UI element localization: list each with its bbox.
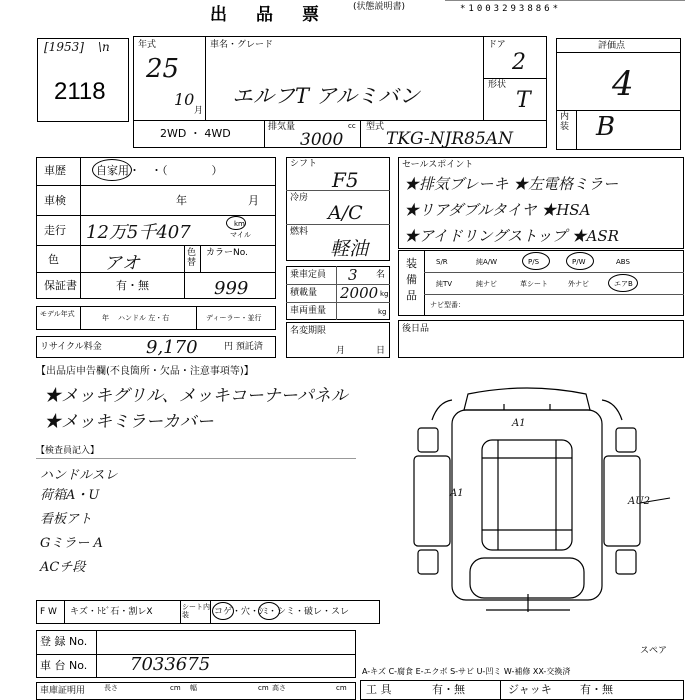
later-items-block <box>398 320 684 358</box>
navi-model-label: ナビ型番： <box>430 301 465 309</box>
damage-mark-right: AU2 <box>628 496 651 507</box>
seat-items: コゲ・穴・ｼﾐ・シミ・破レ・スレ <box>214 607 350 617</box>
sales-point-line-3: ★アイドリングストップ ★ASR <box>404 227 619 245</box>
later-items-label: 後日品 <box>402 324 430 334</box>
mileage-label: 走行 <box>44 224 66 237</box>
equip-circle-ps <box>522 252 550 270</box>
year-label: 年式 <box>138 40 157 50</box>
inspection-month: 月 <box>248 194 259 207</box>
sales-point-line-1: ★排気ブレーキ ★左電格ミラー <box>404 175 619 193</box>
color-value: アオ <box>104 253 140 274</box>
shift-label: シフト <box>290 159 318 169</box>
jack-value: 有・無 <box>580 683 613 696</box>
weight-unit: kg <box>378 308 387 316</box>
inspector-label: 【検査員記入】 <box>36 446 100 456</box>
color-no-label: カラーNo. <box>206 248 248 258</box>
equip-navi: 純ナビ <box>476 280 497 288</box>
exhibitor-line-1: ★メッキグリル、メッキコーナーパネル <box>44 386 348 406</box>
score-value: 4 <box>612 64 634 104</box>
chassis-no-label: 車 台 No. <box>40 659 88 672</box>
capacity-label: 乗車定員 <box>290 270 327 280</box>
cooling-value: A/C <box>328 202 363 224</box>
vehicle-diagram <box>398 380 684 644</box>
history-circle <box>92 159 132 181</box>
warranty-label: 保証書 <box>44 279 77 292</box>
recycle-label: リサイクル料金 <box>40 342 102 352</box>
damage-legend: A-キズ C-腐食 E-エクボ S-サビ U-凹ミ W-補修 XX-交換済 <box>362 667 571 676</box>
damage-mark-top: A1 <box>512 418 526 429</box>
load-label: 積載量 <box>290 288 318 298</box>
month-value: 10 <box>174 90 195 109</box>
garage-cert-label: 車庫証明用 <box>40 686 86 696</box>
cert-length-unit: cm <box>170 684 181 692</box>
inspection-year: 年 <box>176 194 187 207</box>
barcode-serial: *1003293886* <box>460 4 562 14</box>
recycle-unit: 円 預託済 <box>224 342 263 352</box>
mileage-unit: km <box>234 220 245 228</box>
cert-width-unit: cm <box>258 684 269 692</box>
tool-label: 工 具 <box>366 683 392 696</box>
drive-type: 2WD ・ 4WD <box>160 127 231 140</box>
score-label: 評価点 <box>598 41 626 51</box>
seat-label: シート内装 <box>182 603 210 619</box>
equip-aw: 純A/W <box>476 258 498 266</box>
inspector-line-2: 荷箱A・U <box>40 488 100 503</box>
recycle-amount: 9,170 <box>146 337 198 358</box>
fw-items: キズ・ﾄﾋﾞ石・割レX <box>70 607 153 617</box>
load-value: 2000 <box>340 284 379 302</box>
jack-label: ジャッキ <box>508 683 552 696</box>
shape-label: 形状 <box>488 80 507 90</box>
cert-width: 幅 <box>190 684 197 692</box>
door-label: ドア <box>488 40 506 50</box>
fw-label: F W <box>40 607 57 617</box>
mileage-unit2: マイル <box>230 231 251 239</box>
seat-circle-2 <box>258 602 280 620</box>
handle-label: ハンドル 左・右 <box>118 314 170 322</box>
equip-tv: 純TV <box>436 280 453 288</box>
displacement-value: 3000 <box>300 130 344 150</box>
cert-height: 高さ <box>272 684 286 692</box>
model-value: TKG-NJR85AN <box>386 129 513 149</box>
shape-value: T <box>516 88 531 113</box>
lot-code: [1953] <box>44 40 84 54</box>
sales-points-label: セールスポイント <box>402 160 474 170</box>
model-year-unit: 年 <box>102 314 109 322</box>
fuel-value: 軽油 <box>330 238 369 260</box>
equip-airbag: エアB <box>614 280 633 288</box>
displacement-unit: cc <box>348 122 356 130</box>
exhibitor-label: 【出品店申告欄(不良箇所・欠品・注意事項等)】 <box>36 366 254 377</box>
displacement-label: 排気量 <box>268 122 296 132</box>
inspector-line-4: Gミラー A <box>40 536 103 551</box>
equip-ext-navi: 外ナビ <box>568 280 589 288</box>
inspector-line-5: ACチ段 <box>40 560 86 575</box>
model-year-label: モデル年式 <box>40 310 75 318</box>
shift-value: F5 <box>332 168 359 192</box>
capacity-unit: 名 <box>376 270 386 280</box>
history-value: 自家用・ ・（ ） <box>96 164 223 177</box>
chassis-no-value: 7033675 <box>130 654 211 675</box>
km-circle <box>226 216 246 230</box>
lot-number: 2118 <box>54 78 106 105</box>
lot-suffix: \n <box>98 40 110 54</box>
equip-sr: S/R <box>436 258 448 266</box>
color-label: 色 <box>48 253 59 266</box>
model-label: 型式 <box>366 122 385 132</box>
name-change-month: 月 <box>336 346 346 356</box>
spare-label: スペア <box>640 646 668 656</box>
exhibitor-line-2: ★メッキミラーカバー <box>44 412 214 432</box>
weight-label: 車両重量 <box>290 306 327 316</box>
color-change-label: 色替 <box>187 248 197 268</box>
equip-circle-airbag <box>608 274 638 292</box>
seat-circle-1 <box>212 602 234 620</box>
equipment-label: 装備品 <box>406 257 417 302</box>
equip-leather: 革シート <box>520 280 548 288</box>
dealer-label: ディーラー・並行 <box>206 314 262 322</box>
month-suffix: 月 <box>194 106 204 116</box>
door-value: 2 <box>512 50 526 75</box>
mileage-value: 12万5千407 <box>86 222 191 243</box>
equip-abs: ABS <box>616 258 630 266</box>
warranty-value: 有・無 <box>116 279 149 292</box>
fuel-label: 燃料 <box>290 227 309 237</box>
sales-point-line-2: ★リアダブルタイヤ ★HSA <box>404 201 591 219</box>
equip-ps: P/S <box>528 258 540 266</box>
name-change-label: 名変期限 <box>290 326 327 336</box>
form-title: 出 品 票 <box>210 5 325 25</box>
interior-label: 内装 <box>560 112 570 132</box>
equip-circle-pw <box>566 252 594 270</box>
interior-value: B <box>596 112 616 142</box>
color-no-value: 999 <box>214 278 249 299</box>
history-label: 車歴 <box>44 164 66 177</box>
cert-length: 長さ <box>104 684 118 692</box>
name-change-day: 日 <box>376 346 386 356</box>
cert-height-unit: cm <box>336 684 347 692</box>
capacity-value: 3 <box>348 266 358 284</box>
cooling-label: 冷房 <box>290 193 309 203</box>
load-unit: kg <box>380 290 389 298</box>
damage-mark-left: A1 <box>450 488 464 499</box>
name-label: 車名・グレード <box>210 40 274 50</box>
year-value: 25 <box>146 54 180 84</box>
vehicle-name: エルフT アルミバン <box>232 84 420 108</box>
tool-value: 有・無 <box>432 683 465 696</box>
equip-pw: P/W <box>572 258 586 266</box>
form-subtitle: (状態説明書) <box>353 2 406 12</box>
inspector-line-3: 看板アト <box>40 512 93 527</box>
reg-no-label: 登 録 No. <box>40 635 88 648</box>
inspection-label: 車検 <box>44 194 66 207</box>
inspector-line-1: ハンドルスレ <box>40 468 118 483</box>
